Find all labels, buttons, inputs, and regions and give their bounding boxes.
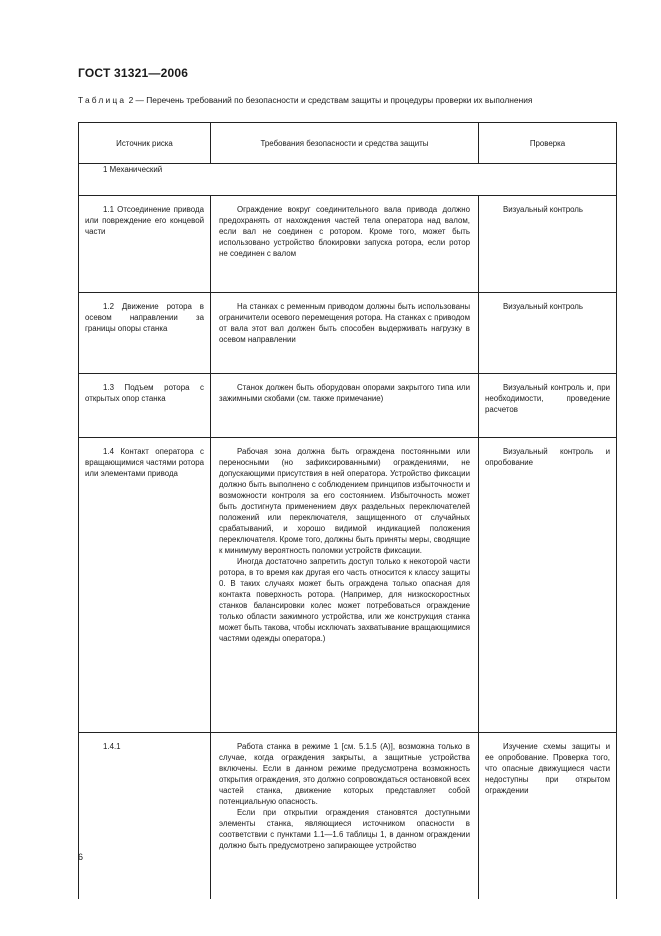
risk-source-cell: 1.3 Подъем ротора с открытых опор станка — [79, 374, 211, 438]
verification-cell: Изучение схемы защиты и ее опробование. Проверка того, что опасные движущиеся части недоступны при открытом ограждении — [479, 733, 617, 900]
table-row — [79, 293, 617, 374]
risk-source-cell: 1.2 Движение ротора в осевом направлении за границы опоры станка — [79, 293, 211, 374]
requirement-paragraph: Если при открытии ограждения становятся доступными элементы станка, являющиеся источником опасности в соответствии с пунктами 1.1—1.6 таблицы 1, в данном ограждении должно быть предусмотрено запирающее устройство — [219, 808, 470, 850]
verification-cell: Визуальный контроль и опробование — [479, 438, 617, 733]
requirements-cell — [211, 374, 479, 438]
column-header-risk-source: Источник риска — [79, 123, 211, 164]
table-row — [79, 733, 617, 900]
requirement-paragraph: На станках с ременным приводом должны быть использованы ограничители осевого перемещения ротора. На станках с приводом от вала этот вал должен быть способен выдерживать нагрузку в осевом направлении — [219, 302, 470, 344]
table-row — [79, 196, 617, 293]
section-title: 1 Механический — [79, 164, 617, 196]
risk-source-cell: 1.1 Отсоединение привода или повреждение его концевой части — [79, 196, 211, 293]
verification-cell: Визуальный контроль — [479, 196, 617, 293]
table-caption-text: 2 — Перечень требований по безопасности и средствам защиты и процедуры проверки их выполнения — [126, 95, 533, 105]
risk-source-cell: 1.4 Контакт оператора с вращающимися частями ротора или элементами привода — [79, 438, 211, 733]
risk-source-cell: 1.4.1 — [79, 733, 211, 900]
verification-cell: Визуальный контроль и, при необходимости, проведение расчетов — [479, 374, 617, 438]
requirement-paragraph: Работа станка в режиме 1 [см. 5.1.5 (А)], возможна только в случае, когда ограждения закрыты, а защитные устройства включены. Если в данном режиме предусмотрена возможность открытия ограждения, это должно сопровождаться остановкой всех частей станка, движение которых представляет собой потенциальную опасность. — [219, 742, 470, 806]
column-header-requirements: Требования безопасности и средства защиты — [211, 123, 479, 164]
requirements-cell — [211, 733, 479, 900]
requirement-paragraph: Рабочая зона должна быть ограждена постоянными или переносными (но зафиксированными) ограждениями, не допускающими присутствия в ней оператора. Устройство фиксации должно быть выполнено с соблюдением принципов избыточности и возможности контроля за его состоянием. Избыточность может быть достигнута применением двух раздельных переключателей положений или переключателя, защищенного от случайных срабатываний, и хорошо видимой индикацией положения переключателя. Кроме того, должны быть приняты меры, сводящие к минимуму вероятность поломки устройств фиксации. — [219, 447, 470, 555]
page-number: 6 — [78, 852, 84, 862]
table-header-row — [79, 123, 617, 164]
table-caption — [78, 94, 618, 106]
table-row — [79, 374, 617, 438]
document-title: ГОСТ 31321—2006 — [78, 66, 189, 80]
section-row — [79, 164, 617, 196]
requirement-paragraph: Иногда достаточно запретить доступ только к некоторой части ротора, в то время как другая его часть относится к классу защиты 0. В таких случаях может быть ограждена только опасная для контакта поверхность ротора. (Например, для низкоскоростных станков балансировки колес может потребоваться ограждение только области зажимного устройства, или же конструкция станка может быть такова, чтобы исключать захватывание вращающимися частями одежды оператора.) — [219, 557, 470, 643]
table-row — [79, 438, 617, 733]
requirement-paragraph: Ограждение вокруг соединительного вала привода должно предохранять от нахождения частей тела оператора над валом, если вал не соединен с ротором. Кроме того, может быть использовано устройство блокировки запуска ротора, если ротор не соединен с валом — [219, 205, 470, 258]
requirements-cell — [211, 196, 479, 293]
requirements-cell — [211, 438, 479, 733]
requirements-table — [78, 122, 617, 899]
requirements-cell — [211, 293, 479, 374]
table-caption-label: Таблица — [78, 95, 127, 105]
column-header-verification: Проверка — [479, 123, 617, 164]
requirement-paragraph: Станок должен быть оборудован опорами закрытого типа или зажимными скобами (см. также примечание) — [219, 383, 470, 403]
verification-cell: Визуальный контроль — [479, 293, 617, 374]
